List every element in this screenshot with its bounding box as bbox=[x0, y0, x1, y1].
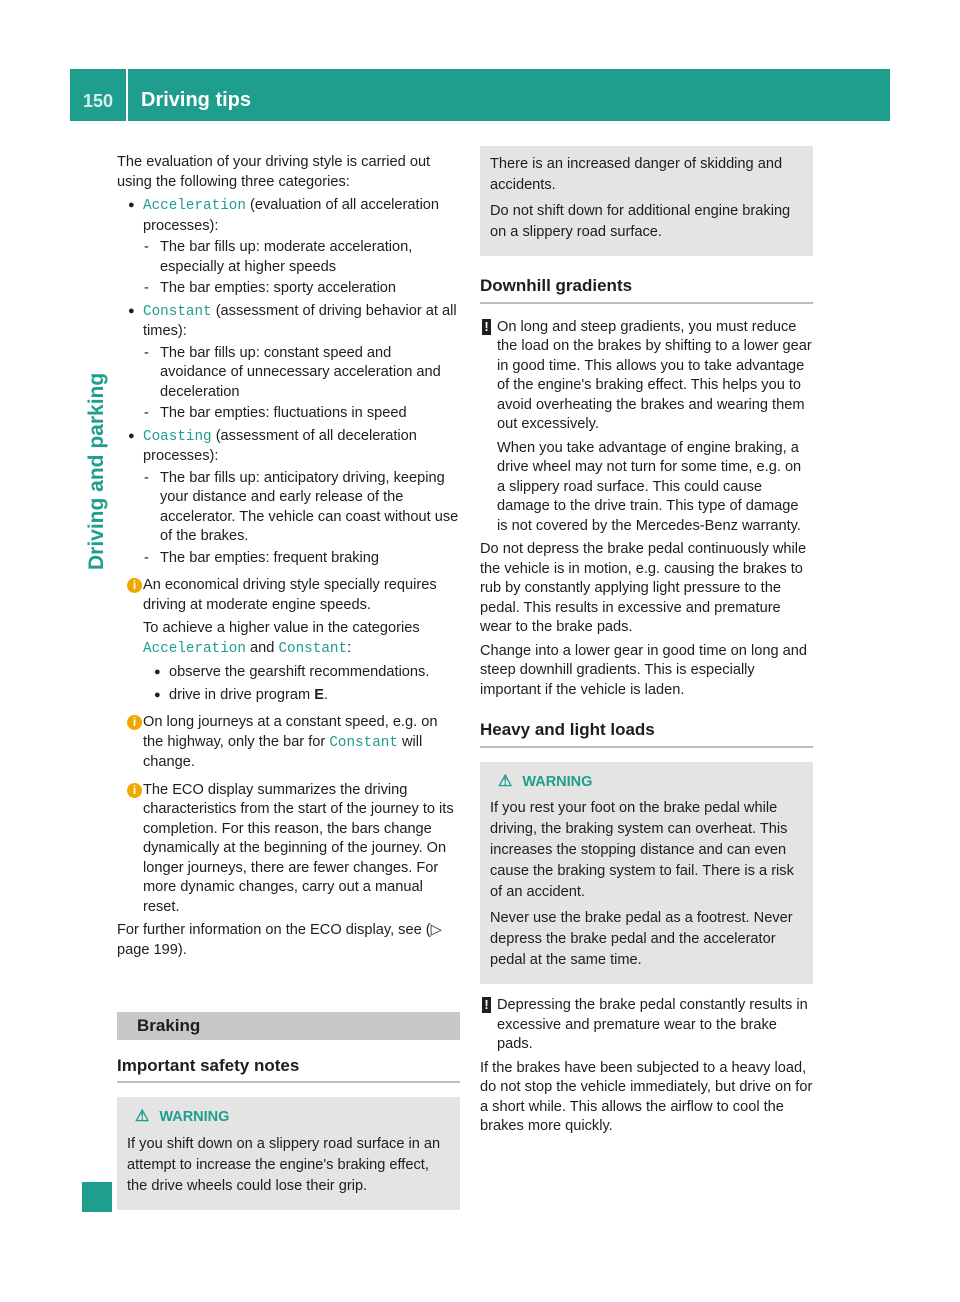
list-item-coasting bbox=[117, 427, 460, 569]
info-icon: i bbox=[127, 578, 142, 593]
sub-item: - The bar fills up: constant speed and avoidance of unnecessary acceleration and deceleration bbox=[144, 344, 441, 400]
warning-box bbox=[117, 1097, 460, 1210]
warning-text: Never use the brake pedal as a footrest. Never depress the brake pedal and the accelerator pedal at the same time. bbox=[490, 910, 793, 968]
bullet-icon: ● bbox=[154, 688, 161, 701]
body-text: Change into a lower gear in good time on long and steep downhill gradients. This is especially important if the vehicle is laden. bbox=[480, 642, 807, 698]
caution-note-downhill bbox=[480, 318, 813, 537]
caution-note-brake-pedal bbox=[480, 996, 813, 1055]
subsection-heading-safety: Important safety notes bbox=[117, 1054, 460, 1084]
body-text: Do not depress the brake pedal continuously while the vehicle is in motion, e.g. causing the brakes to rub by constantly applying light pressure to the pedal. This results in excessive and premature wear to the brake pads. bbox=[480, 541, 807, 635]
bullet-icon: ● bbox=[154, 666, 161, 678]
sub-item: - The bar fills up: anticipatory driving, keeping your distance and early release of the accelerator. The vehicle can coast without use of the brakes. bbox=[144, 469, 459, 544]
page-reference-link[interactable]: For further information on the ECO display, see (▷ page 199). bbox=[117, 922, 442, 958]
caution-text: Depressing the brake pedal constantly results in excessive and premature wear to the brake pads. bbox=[497, 997, 808, 1052]
left-column bbox=[117, 153, 460, 1210]
list-item-constant bbox=[117, 302, 460, 424]
sub-item-text: The bar empties: sporty acceleration bbox=[160, 280, 397, 296]
caution-text: On long and steep gradients, you must reduce the load on the brakes by shifting to a lower gear in good time. This allows you to take advantage of the engine's braking effect. This helps you to avoid overheating the brakes and wearing them out excessively. bbox=[497, 318, 812, 432]
term-constant[interactable]: Constant bbox=[143, 303, 212, 320]
term-constant-link[interactable]: Constant bbox=[278, 640, 348, 657]
side-tab-marker bbox=[82, 1182, 112, 1212]
info-text: An economical driving style specially requires driving at moderate engine speeds. bbox=[143, 577, 437, 613]
list-item-desc: (assessment of all deceleration processes): bbox=[143, 427, 417, 464]
sub-item-text: The bar fills up: constant speed and avoidance of unnecessary acceleration and deceleration bbox=[160, 344, 441, 400]
warning-triangle-icon: ⚠ bbox=[498, 772, 513, 790]
warning-text: Do not shift down for additional engine braking on a slippery road surface. bbox=[490, 203, 791, 240]
page-title: Driving tips bbox=[141, 89, 252, 111]
list-item: ● drive in drive program E. bbox=[143, 686, 460, 706]
sub-item: - The bar fills up: moderate acceleration, especially at higher speeds bbox=[144, 239, 413, 275]
warning-box bbox=[480, 762, 813, 985]
term-coasting[interactable]: Coasting bbox=[143, 428, 212, 445]
info-note-economical bbox=[117, 576, 460, 705]
intro-text: The evaluation of your driving style is carried out using the following three categories: bbox=[117, 154, 431, 190]
page-header bbox=[70, 69, 890, 121]
list-item-acceleration bbox=[117, 196, 460, 299]
bullet-icon: ● bbox=[128, 199, 135, 211]
warning-text: If you rest your foot on the brake pedal while driving, the braking system can overheat. This increases the stopping distance and can even cause the braking system to fail. There is a risk of an accident. bbox=[490, 800, 794, 900]
warning-triangle-icon: ⚠ bbox=[135, 1108, 150, 1125]
warning-box-continued bbox=[480, 146, 813, 256]
info-note-eco-display bbox=[117, 781, 460, 918]
exclamation-icon: ! bbox=[482, 319, 491, 335]
sub-item-text: The bar empties: fluctuations in speed bbox=[160, 405, 407, 421]
term-acceleration-link[interactable]: Acceleration bbox=[143, 640, 246, 657]
list-item-desc: (evaluation of all acceleration processes): bbox=[143, 197, 440, 234]
page-number: 150 bbox=[82, 91, 114, 111]
exclamation-icon: ! bbox=[482, 997, 491, 1013]
term-constant-link[interactable]: Constant bbox=[329, 734, 398, 751]
info-text: The ECO display summarizes the driving characteristics from the start of the journey to its completion. For this reason, the bars change dynamically at the beginning of the journey. On longer journeys, there are fewer changes. For more dynamic changes, carry out a manual reset. bbox=[143, 781, 454, 915]
caution-text: When you take advantage of engine braking, a drive wheel may not turn for some time, e.g. on a slippery road surface. This could cause damage to the drive train. This type of damage is not covered by the Mercedes-Benz warranty. bbox=[497, 439, 802, 534]
right-column bbox=[480, 153, 813, 1141]
warning-heading: ⚠ WARNING bbox=[135, 1108, 230, 1125]
sub-item-text: The bar empties: frequent braking bbox=[160, 549, 380, 566]
list-item: ● observe the gearshift recommendations. bbox=[143, 663, 460, 683]
warning-heading: ⚠ WARNING bbox=[498, 772, 593, 790]
side-tab-label: Driving and parking bbox=[85, 372, 108, 570]
info-achieve: To achieve a higher value in the categories Acceleration and Constant: bbox=[143, 620, 420, 657]
term-acceleration[interactable]: Acceleration bbox=[143, 198, 246, 214]
bullet-icon: ● bbox=[128, 304, 135, 317]
sub-item: - The bar empties: fluctuations in speed bbox=[144, 405, 407, 421]
sub-item: - The bar empties: frequent braking bbox=[144, 549, 380, 566]
body-text: If the brakes have been subjected to a heavy load, do not stop the vehicle immediately, but drive on for a short while. This allows the airflow to cool the brakes more quickly. bbox=[480, 1059, 813, 1134]
section-heading-braking: Braking bbox=[117, 1012, 460, 1040]
warning-text: If you shift down on a slippery road surface in an attempt to increase the engine's braking effect, the drive wheels could lose their grip. bbox=[127, 1135, 441, 1194]
info-icon: i bbox=[127, 715, 142, 730]
info-icon: i bbox=[127, 783, 142, 798]
heading-downhill-gradients: Downhill gradients bbox=[480, 274, 813, 304]
info-note-highway: i On long journeys at a constant speed, e.g. on the highway, only the bar for Constant will change. bbox=[117, 713, 460, 773]
heading-heavy-light-loads: Heavy and light loads bbox=[480, 718, 813, 748]
list-item-desc: (assessment of driving behavior at all times): bbox=[143, 302, 457, 339]
sub-item-text: The bar fills up: moderate acceleration, especially at higher speeds bbox=[160, 239, 413, 275]
further-info-text bbox=[117, 921, 460, 960]
warning-text: There is an increased danger of skidding and accidents. bbox=[490, 156, 783, 193]
header-divider bbox=[126, 69, 128, 121]
sub-item-text: The bar fills up: anticipatory driving, keeping your distance and early release of the accelerator. The vehicle can coast without use of the brakes. bbox=[160, 469, 459, 544]
sub-item: - The bar empties: sporty acceleration bbox=[144, 280, 397, 296]
bullet-icon: ● bbox=[128, 429, 135, 442]
